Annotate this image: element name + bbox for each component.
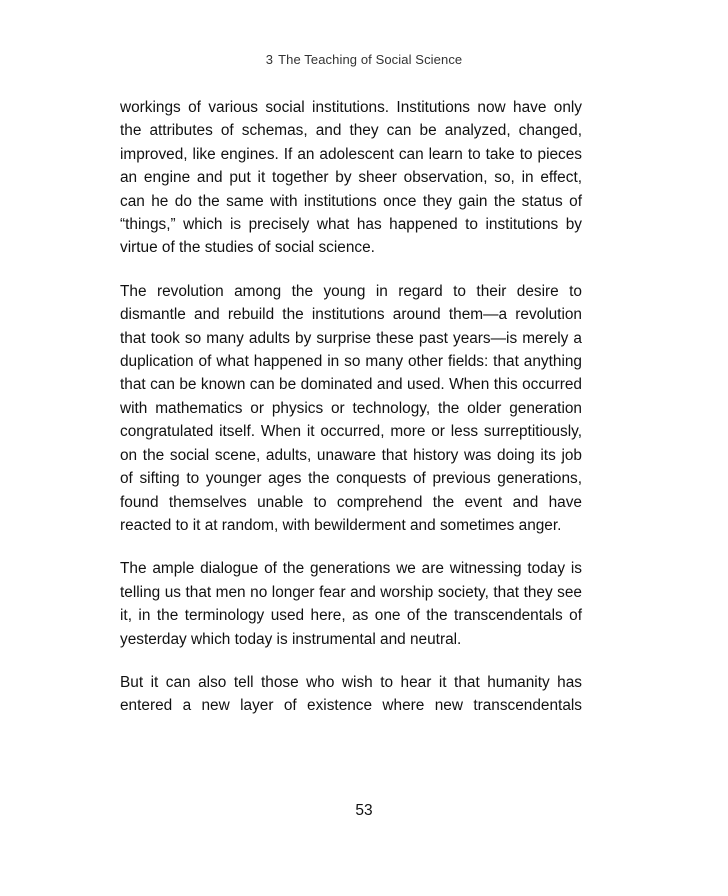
paragraph: But it can also tell those who wish to hear it that humanity has entered a new layer of existence where new transcendentals [120, 673, 582, 715]
paragraph: workings of various social institutions. Institutions now have only the attributes of schemas, and they can be analyzed, changed, improved, like engines. If an adolescent can learn to take to pieces an engine and put it together by sheer observation, so, in effect, can he do the same with institutions once they gain the status of “things,” which is precisely what has happened to institutions by virtue of the studies of social science. [120, 99, 582, 257]
chapter-number: 3 [265, 52, 274, 67]
paragraph: The ample dialogue of the generations we are witnessing today is telling us that men no longer fear and worship society, that they see it, in the terminology used here, as one of the transcendentals of yesterday which today is instrumental and neutral. [120, 560, 582, 648]
page-number: 53 [355, 802, 373, 819]
paragraph: The revolution among the young in regard to their desire to dismantle and rebuild the institutions around them—a revolution that took so many adults by surprise these past years—is merely a duplication of what happened in so many other fields: that anything that can be known can be dominated and used. When this occurred with mathematics or physics or technology, the older generation congratulated itself. When it occurred, more or less surreptitiously, on the social scene, adults, unaware that history was doing its job of sifting to younger ages the conquests of previous generations, found themselves unable to comprehend the event and have reacted to it at random, with bewilderment and sometimes anger. [120, 282, 582, 534]
chapter-title: The Teaching of Social Science [278, 52, 463, 67]
running-head [0, 52, 728, 67]
body-text [120, 96, 582, 738]
